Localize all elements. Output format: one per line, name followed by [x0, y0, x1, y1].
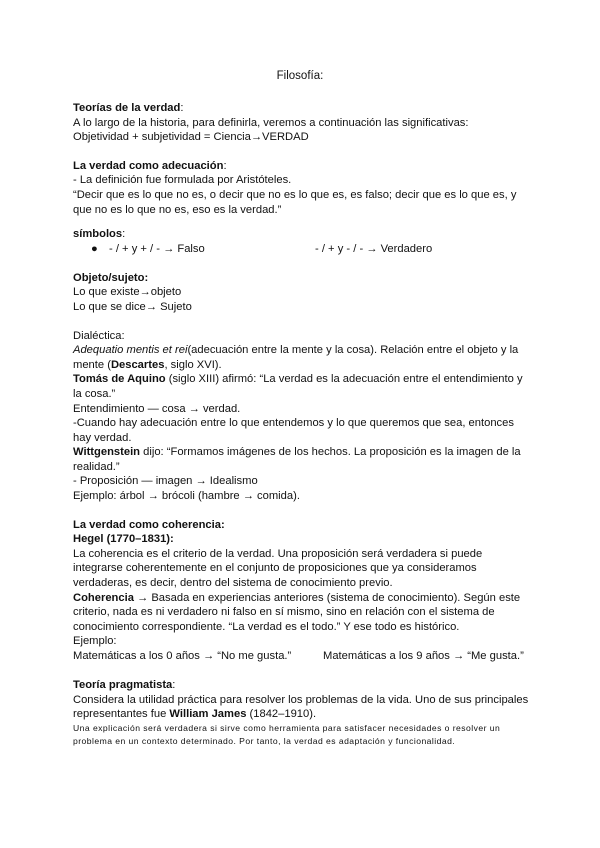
- aristoteles-quote: “Decir que es lo que no es, o decir que no es lo que es, es falso; decir que es lo que es, y que no es lo que no es, eso es la verdad.”: [73, 188, 517, 216]
- coherencia-criterio: [73, 591, 533, 635]
- heading-colon: :: [122, 228, 126, 241]
- wittgenstein-name: Wittgenstein: [73, 446, 141, 459]
- symbol-falso: - / + y + / - → Falso: [109, 242, 205, 255]
- james-name: William James: [169, 708, 247, 721]
- ejemplo-row: [73, 649, 533, 664]
- heading-colon: :: [180, 102, 184, 114]
- teorias-line-1: A lo largo de la historia, para definirla, veremos a continuación las significativas:: [73, 116, 469, 129]
- section-heading-objeto: Objeto/sujeto:: [73, 271, 149, 284]
- heading-text: La verdad como adecuación: [73, 159, 224, 172]
- document-body: [73, 101, 533, 749]
- tomas-name: Tomás de Aquino: [73, 373, 166, 386]
- adecuacion-line-1: - La definición fue formulada por Aristóteles.: [73, 174, 292, 187]
- heading-text: Teorías de la verdad: [73, 102, 181, 114]
- tomas-text: (siglo XIII) afirmó: “La verdad es la adecuación entre el entendimiento y la cosa.”: [73, 373, 523, 400]
- teorias-line-2: Objetividad + subjetividad = Ciencia→VERDAD: [73, 131, 309, 144]
- adequatio-italic: Adequatio mentis et rei: [73, 344, 188, 357]
- ejemplo-0-anos: Matemáticas a los 0 años → “No me gusta.”: [73, 650, 292, 662]
- pragmatista-text: Considera la utilidad práctica para resolver los problemas de la vida. Uno de sus principales representantes fue: [73, 693, 529, 721]
- coherencia-paragraph: La coherencia es el criterio de la verdad. Una proposición será verdadera si puede integrarse coherentemente en el conjunto de proposiciones que ya consideramos verdaderas, es decir, dentro del sistema de conocimiento previo.: [73, 547, 483, 590]
- dialectica-label: Dialéctica:: [73, 329, 125, 342]
- adequatio-paragraph: [73, 343, 533, 372]
- objeto-line-1: Lo que existe→objeto: [73, 286, 182, 299]
- page-title: Filosofía:: [276, 70, 324, 82]
- symbols-row: [73, 242, 533, 257]
- bullet-icon: ●: [91, 242, 98, 255]
- coherencia-term: Coherencia: [73, 591, 134, 604]
- entendimiento-line: Entendimiento — cosa → verdad.: [73, 402, 241, 415]
- descartes-name: Descartes: [110, 358, 165, 371]
- section-heading-coherencia: La verdad como coherencia:: [73, 518, 225, 531]
- symbol-verdadero: - / + y - / - → Verdadero: [315, 242, 433, 255]
- pragmatista-text-end: (1842–1910).: [246, 708, 317, 721]
- adequatio-text: (adecuación entre la mente y la cosa). Relación entre el objeto y la mente (: [73, 344, 519, 371]
- adequatio-text-end: , siglo XVI).: [164, 358, 222, 371]
- proposicion-line: - Proposición — imagen → Idealismo: [73, 475, 258, 488]
- heading-colon: :: [223, 159, 227, 172]
- wittgenstein-paragraph: [73, 445, 533, 474]
- heading-colon: :: [172, 679, 176, 691]
- heading-text: Teoría pragmatista: [73, 679, 173, 691]
- objeto-line-2: Lo que se dice→ Sujeto: [73, 300, 192, 313]
- section-heading-adecuacion: [73, 159, 533, 174]
- hegel-heading: Hegel (1770–1831):: [73, 533, 174, 546]
- section-heading-pragmatista: [73, 678, 533, 693]
- pragmatista-paragraph: [73, 693, 533, 722]
- cuando-paragraph: -Cuando hay adecuación entre lo que entendemos y lo que queremos que sea, entonces hay verdad.: [73, 417, 514, 444]
- heading-text: símbolos: [73, 228, 123, 241]
- wittgenstein-text: dijo: “Formamos imágenes de los hechos. La proposición es la imagen de la realidad.”: [73, 446, 521, 473]
- section-heading-simbolos: [73, 227, 533, 242]
- section-heading-teorias: [73, 101, 533, 116]
- ejemplo-9-anos: Matemáticas a los 9 años → “Me gusta.”: [323, 650, 524, 662]
- ejemplo-label: Ejemplo:: [73, 635, 117, 648]
- tomas-paragraph: [73, 372, 533, 401]
- pragmatista-small-paragraph: Una explicación será verdadera si sirve como herramienta para satisfacer necesidades o resolver un problema en un contexto determinado. Por tanto, la verdad es adaptación y funcionalidad.: [73, 722, 501, 747]
- ejemplo-line: Ejemplo: árbol → brócoli (hambre → comida).: [73, 490, 300, 503]
- coherencia-text: → Basada en experiencias anteriores (sistema de conocimiento). Según este criterio, nada es ni verdadero ni falso en sí mismo, sino en relación con el sistema de conocimiento correspondiente. “La verdad es el todo.” Y ese todo es histórico.: [73, 591, 521, 633]
